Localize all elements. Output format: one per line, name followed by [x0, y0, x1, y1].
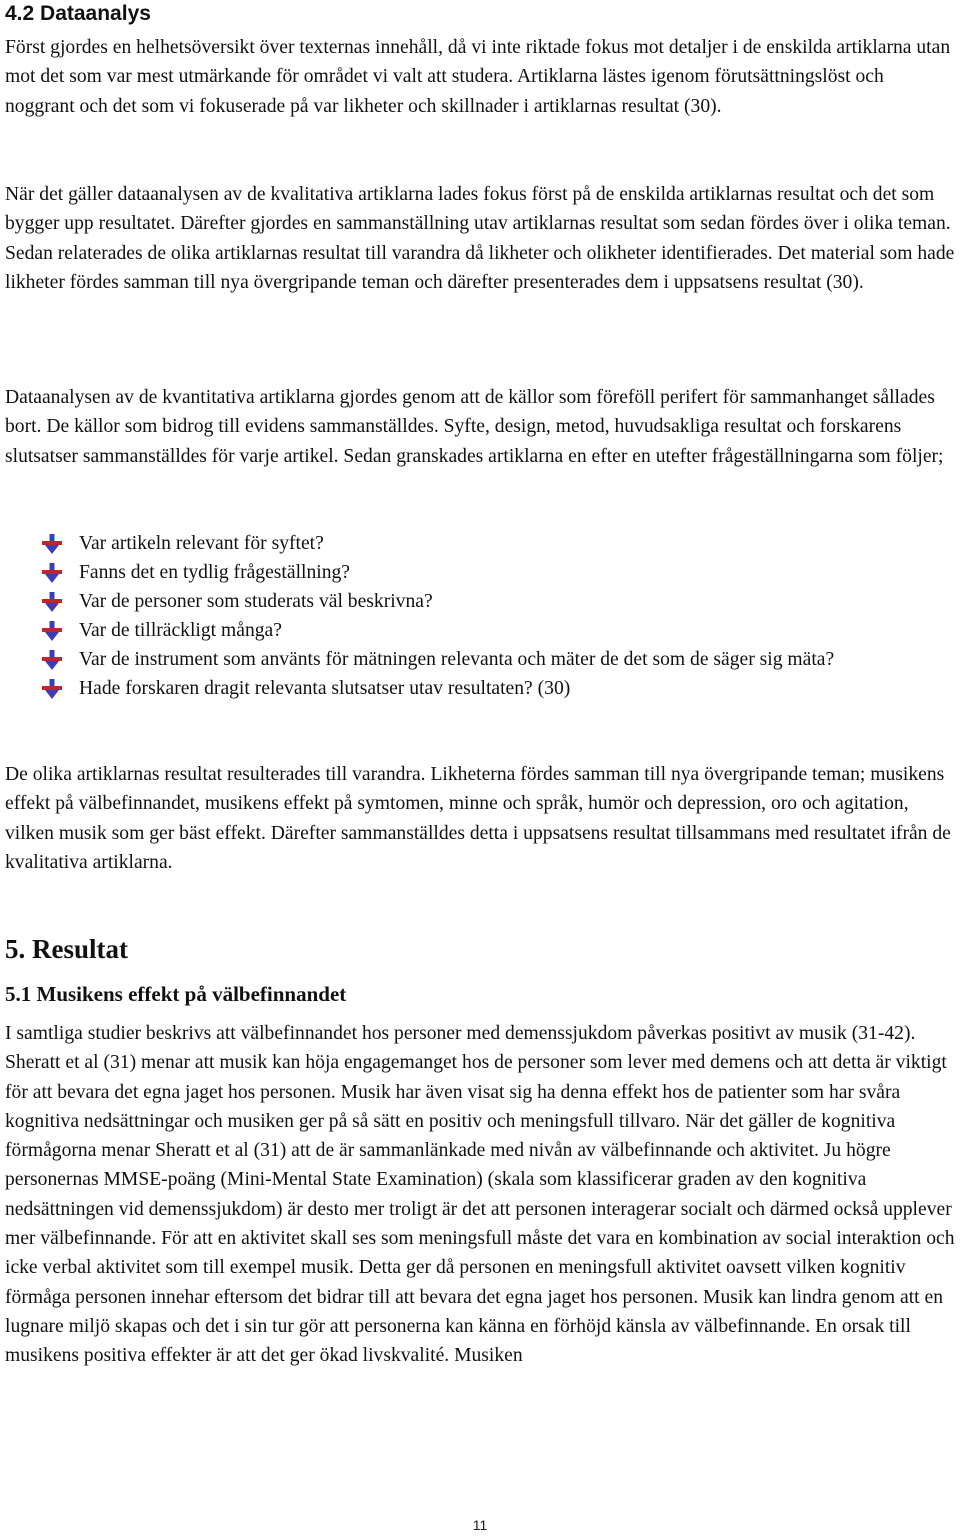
list-item-text: Var artikeln relevant för syftet?: [79, 533, 324, 554]
paragraph-qualitative: När det gäller dataanalysen av de kvalitativa artiklarna lades fokus först på de enskilda artiklarnas resultat och det som bygger upp resultatet. Därefter gjordes en sammanställning utav artiklarnas resultat som sedan fördes över i olika teman. Sedan relaterades de olika artiklarnas resultat till varandra då likheter och olikheter identifierades. Det material som hade likheter fördes samman till nya övergripande teman och därefter presenterades dem i uppsatsens resultat (30).: [5, 184, 955, 293]
list-item-text: Var de instrument som använts för mätningen relevanta och mäter de det som de säger sig mäta?: [79, 649, 835, 670]
paragraph-results: I samtliga studier beskrivs att välbefinnandet hos personer med demenssjukdom påverkas positivt av musik (31-42). Sheratt et al (31) menar att musik kan höja engagemanget hos de personer som lever med demens och att detta är viktigt för att bevara det egna jaget hos personen. Musik har även visat sig ha denna effekt hos de patienter som har svåra kognitiva nedsättningar och musiken ger på så sätt en positiv och meningsfull tillvaro. När det gäller de kognitiva förmågorna menar Sheratt et al (31) att de är sammanlänkade med nivån av välbefinnande och aktivitet. Ju högre personernas MMSE-poäng (Mini-Mental State Examination) (skala som klassificerar graden av den kognitiva nedsättningen vid demenssjukdom) är desto mer troligt är det att personen interagerar socialt och därmed också upplever mer välbefinnande. För att en aktivitet skall ses som meningsfull måste det vara en kombination av social interaktion och icke verbal aktivitet som till exempel musik. Detta ger då personen en meningsfull aktivitet oavsett vilken kognitiv förmåga personen innehar eftersom det bidrar till att bevara det egna jaget hos personen. Musik kan lindra genom att en lugnare miljö skapas och det i sin tur gör att personerna kan känna en förhöjd känsla av välbefinnande. En orsak till musikens positiva effekter är att det ger ökad livskvalité. Musiken: [5, 1023, 955, 1367]
arrow-bullet-icon: [41, 620, 63, 642]
list-item: [5, 529, 955, 558]
paragraph-quantitative: Dataanalysen av de kvantitativa artiklarna gjordes genom att de källor som föreföll perifert för sammanhanget sållades bort. De källor som bidrog till evidens sammanställdes. Syfte, design, metod, huvudsakliga resultat och forskarens slutsatser sammanställdes för varje artikel. Sedan granskades artiklarna en efter en utefter frågeställningarna som följer;: [5, 387, 944, 467]
page-number: 11: [472, 1517, 488, 1533]
list-item-text: Hade forskaren dragit relevanta slutsatser utav resultaten? (30): [79, 678, 571, 699]
subsection-heading: 5.1 Musikens effekt på välbefinnandet: [5, 982, 347, 1006]
paragraph-overview: Först gjordes en helhetsöversikt över texternas innehåll, då vi inte riktade fokus mot detaljer i de enskilda artiklarna utan mot det som var mest utmärkande för området vi valt att studera. Artiklarna lästes igenom förutsättningslöst och noggrant och det som vi fokuserade på var likheter och skillnader i artiklarnas resultat (30).: [5, 37, 951, 117]
arrow-bullet-icon: [41, 649, 63, 671]
arrow-bullet-icon: [41, 533, 63, 555]
paragraph-synthesis: De olika artiklarnas resultat resulterades till varandra. Likheterna fördes samman till nya övergripande teman; musikens effekt på välbefinnandet, musikens effekt på symtomen, minne och språk, humör och depression, oro och agitation, vilken musik som ger bäst effekt. Därefter sammanställdes detta i uppsatsens resultat tillsammans med resultatet ifrån de kvalitativa artiklarna.: [5, 764, 951, 873]
list-item: [5, 558, 955, 587]
list-item: [5, 616, 955, 645]
list-item: [5, 674, 955, 703]
section-heading: 4.2 Dataanalys: [5, 2, 151, 25]
list-item-text: Var de tillräckligt många?: [79, 620, 282, 641]
list-item-text: Var de personer som studerats väl beskrivna?: [79, 591, 433, 612]
list-item-text: Fanns det en tydlig frågeställning?: [79, 562, 350, 583]
chapter-heading: 5. Resultat: [5, 934, 128, 964]
arrow-bullet-icon: [41, 678, 63, 700]
arrow-bullet-icon: [41, 591, 63, 613]
arrow-bullet-icon: [41, 562, 63, 584]
question-list: [5, 529, 955, 703]
list-item: [5, 587, 955, 616]
list-item: [5, 645, 955, 674]
